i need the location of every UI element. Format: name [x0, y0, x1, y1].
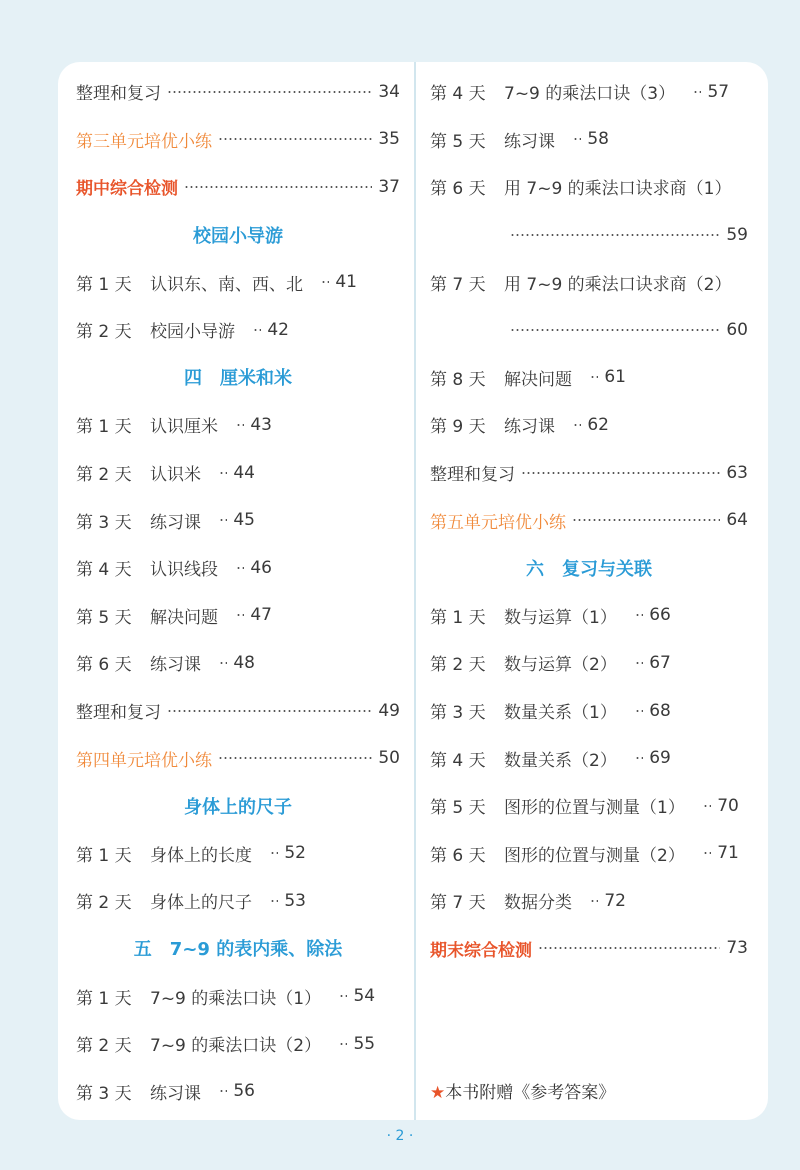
toc-left-column [76, 68, 400, 1115]
leader-dots [521, 472, 720, 474]
toc-entry[interactable] [76, 972, 376, 1020]
day-label: 第 5 天 [76, 607, 132, 628]
section-heading [76, 211, 400, 259]
leader-dots [270, 900, 278, 902]
page-ref: 49 [378, 700, 400, 721]
toc-entry[interactable] [76, 116, 400, 164]
leader-dots [219, 662, 227, 664]
leader-dots [218, 138, 372, 140]
entry-title: 解决问题 [504, 369, 572, 390]
section-title: 校园小导游 [193, 225, 283, 247]
day-label: 第 6 天 [430, 179, 486, 200]
entry-title: 整理和复习 [76, 84, 161, 105]
entry-title: 7~9 的乘法口诀（1） [150, 988, 322, 1009]
entry-title: 认识米 [150, 465, 201, 486]
day-label: 第 1 天 [76, 417, 132, 438]
toc-entry[interactable] [430, 925, 748, 973]
day-label: 第 7 天 [430, 893, 486, 914]
toc-entry[interactable] [76, 734, 400, 782]
page-ref: 69 [649, 748, 671, 769]
entry-title: 认识线段 [150, 560, 218, 581]
leader-dots [219, 1090, 227, 1092]
entry-title: 数据分类 [504, 893, 572, 914]
toc-entry[interactable] [76, 449, 255, 497]
page-ref: 64 [726, 510, 748, 531]
page-ref: 72 [604, 890, 626, 911]
entry-title: 整理和复习 [430, 465, 515, 486]
page-ref: 44 [233, 462, 255, 483]
day-label: 第 6 天 [430, 845, 486, 866]
page-ref: 50 [378, 748, 400, 769]
day-label: 第 5 天 [430, 131, 486, 152]
leader-dots [590, 376, 598, 378]
entry-title: 身体上的长度 [150, 845, 252, 866]
toc-entry[interactable] [76, 592, 272, 640]
leader-dots [703, 852, 711, 854]
leader-dots [703, 805, 711, 807]
leader-dots [590, 900, 598, 902]
leader-dots [339, 995, 347, 997]
page-ref: 66 [649, 605, 671, 626]
page-ref: 45 [233, 510, 255, 531]
leader-dots [321, 281, 329, 283]
leader-dots [219, 472, 227, 474]
toc-entry[interactable] [76, 687, 400, 735]
page-ref: 34 [378, 81, 400, 102]
entry-title: 校园小导游 [150, 322, 235, 343]
page-ref: 73 [726, 938, 748, 959]
entry-title: 练习课 [504, 417, 555, 438]
entry-title: 期末综合检测 [430, 940, 532, 961]
entry-title: 认识厘米 [150, 417, 218, 438]
page-ref: 55 [353, 1033, 376, 1054]
page-ref: 59 [726, 224, 748, 245]
day-label: 第 1 天 [76, 845, 132, 866]
leader-dots [635, 757, 643, 759]
entry-title: 解决问题 [150, 607, 218, 628]
entry-title: 数与运算（1） [504, 607, 617, 628]
toc-entry[interactable] [430, 496, 748, 544]
toc-entry[interactable] [76, 306, 289, 354]
day-label: 第 2 天 [76, 1036, 132, 1057]
page-ref: 46 [250, 557, 272, 578]
leader-dots [573, 138, 581, 140]
leader-dots [339, 1043, 347, 1045]
leader-dots [572, 519, 720, 521]
day-label: 第 2 天 [76, 322, 132, 343]
leader-dots [538, 947, 720, 949]
page-ref: 60 [726, 319, 748, 340]
toc-entry[interactable] [76, 258, 357, 306]
leader-dots [270, 852, 278, 854]
toc-entry[interactable] [76, 68, 400, 116]
leader-dots [167, 91, 372, 93]
section-title: 六 复习与关联 [526, 558, 652, 580]
toc-entry[interactable] [430, 258, 732, 306]
entry-title: 认识东、南、西、北 [150, 274, 303, 295]
toc-entry[interactable] [76, 1067, 255, 1115]
leader-dots [635, 614, 643, 616]
entry-title: 第三单元培优小练 [76, 131, 212, 152]
leader-dots [635, 710, 643, 712]
toc-entry[interactable] [76, 877, 306, 925]
page-ref: 43 [250, 414, 272, 435]
leader-dots [693, 91, 701, 93]
day-label: 第 3 天 [76, 512, 132, 533]
entry-title: 练习课 [150, 512, 201, 533]
day-label: 第 2 天 [430, 655, 486, 676]
day-label: 第 4 天 [76, 560, 132, 581]
entry-title: 图形的位置与测量（1） [504, 798, 685, 819]
page-ref: 71 [717, 843, 739, 864]
day-label: 第 8 天 [430, 369, 486, 390]
column-divider [414, 62, 416, 1120]
toc-entry[interactable] [76, 401, 272, 449]
toc-entry[interactable] [430, 639, 671, 687]
entry-title: 数量关系（1） [504, 703, 617, 724]
day-label: 第 6 天 [76, 655, 132, 676]
page-ref: 35 [378, 129, 400, 150]
entry-title: 图形的位置与测量（2） [504, 845, 685, 866]
page-ref: 41 [335, 272, 357, 293]
toc-entry[interactable] [430, 116, 609, 164]
section-heading [76, 782, 400, 830]
toc-entry[interactable] [76, 639, 255, 687]
entry-title: 练习课 [150, 1083, 201, 1104]
leader-dots [167, 710, 372, 712]
day-label: 第 3 天 [430, 703, 486, 724]
leader-dots [510, 234, 720, 236]
day-label: 第 7 天 [430, 274, 486, 295]
page-ref: 56 [233, 1081, 255, 1102]
entry-title: 数量关系（2） [504, 750, 617, 771]
section-title: 五 7~9 的表内乘、除法 [133, 939, 343, 961]
answer-key-note [430, 1078, 615, 1103]
entry-title: 第四单元培优小练 [76, 750, 212, 771]
page-ref: 47 [250, 605, 272, 626]
page-ref: 57 [707, 81, 730, 102]
section-title: 身体上的尺子 [184, 796, 292, 818]
section-heading [76, 354, 400, 402]
toc-entry[interactable] [430, 401, 609, 449]
page-ref: 52 [284, 843, 306, 864]
leader-dots [236, 424, 244, 426]
page-ref: 70 [717, 795, 739, 816]
day-label: 第 2 天 [76, 465, 132, 486]
entry-title: 7~9 的乘法口诀（2） [150, 1036, 322, 1057]
entry-title: 身体上的尺子 [150, 893, 252, 914]
toc-entry-continued[interactable] [430, 211, 748, 259]
note-text: 本书附赠《参考答案》 [445, 1083, 616, 1103]
leader-dots [573, 424, 581, 426]
page-ref: 48 [233, 652, 255, 673]
page-ref: 63 [726, 462, 748, 483]
page-ref: 58 [587, 129, 609, 150]
toc-entry[interactable] [76, 544, 272, 592]
toc-entry[interactable] [430, 782, 739, 830]
page-ref: 54 [353, 986, 376, 1007]
leader-dots [510, 329, 720, 331]
toc-entry[interactable] [430, 592, 671, 640]
toc-entry[interactable] [430, 734, 671, 782]
toc-entry[interactable] [76, 496, 255, 544]
page-number: · 2 · [386, 1128, 414, 1144]
section-title: 四 厘米和米 [184, 368, 292, 390]
day-label: 第 4 天 [430, 750, 486, 771]
day-label: 第 2 天 [76, 893, 132, 914]
leader-dots [219, 519, 227, 521]
toc-entry[interactable] [76, 163, 400, 211]
entry-title: 期中综合检测 [76, 179, 178, 200]
day-label: 第 1 天 [76, 988, 132, 1009]
day-label: 第 1 天 [430, 607, 486, 628]
toc-entry[interactable] [430, 830, 739, 878]
day-label: 第 9 天 [430, 417, 486, 438]
page-ref: 68 [649, 700, 671, 721]
page-ref: 53 [284, 890, 306, 911]
day-label: 第 5 天 [430, 798, 486, 819]
toc-entry[interactable] [430, 68, 730, 116]
leader-dots [635, 662, 643, 664]
page-ref: 61 [604, 367, 626, 388]
entry-title: 第五单元培优小练 [430, 512, 566, 533]
day-label: 第 4 天 [430, 84, 486, 105]
entry-title: 练习课 [504, 131, 555, 152]
star-icon: ★ [430, 1083, 446, 1103]
entry-title: 数与运算（2） [504, 655, 617, 676]
leader-dots [253, 329, 261, 331]
toc-entry[interactable] [430, 163, 732, 211]
section-heading [76, 925, 400, 973]
page-ref: 62 [587, 414, 609, 435]
toc-entry[interactable] [76, 1020, 376, 1068]
entry-title: 用 7~9 的乘法口诀求商（1） [504, 179, 732, 200]
entry-title: 7~9 的乘法口诀（3） [504, 84, 676, 105]
leader-dots [184, 186, 372, 188]
leader-dots [218, 757, 372, 759]
entry-title: 练习课 [150, 655, 201, 676]
section-heading [430, 544, 748, 592]
page-ref: 37 [378, 176, 400, 197]
toc-entry[interactable] [430, 449, 748, 497]
toc-entry[interactable] [430, 687, 671, 735]
toc-entry[interactable] [76, 830, 306, 878]
leader-dots [236, 614, 244, 616]
page-ref: 67 [649, 652, 671, 673]
toc-entry[interactable] [430, 877, 626, 925]
day-label: 第 1 天 [76, 274, 132, 295]
day-label: 第 3 天 [76, 1083, 132, 1104]
toc-entry-continued[interactable] [430, 306, 748, 354]
toc-right-column [430, 68, 748, 972]
leader-dots [236, 567, 244, 569]
toc-entry[interactable] [430, 354, 626, 402]
page-ref: 42 [267, 319, 289, 340]
entry-title: 整理和复习 [76, 703, 161, 724]
entry-title: 用 7~9 的乘法口诀求商（2） [504, 274, 732, 295]
